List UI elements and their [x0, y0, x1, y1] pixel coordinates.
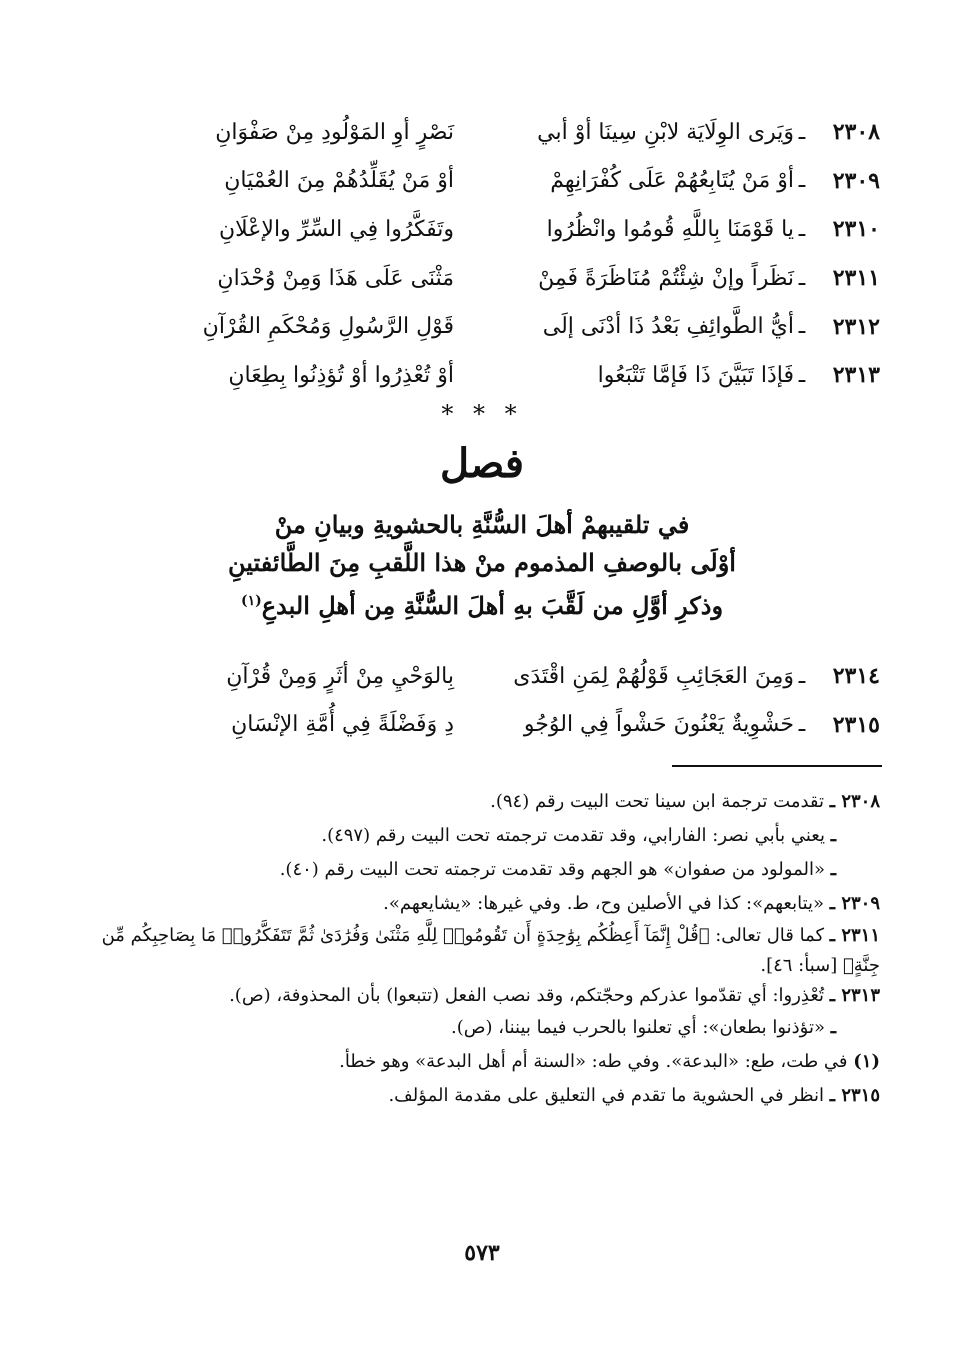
verse-number: ٢٣١٤ [832, 663, 880, 690]
footnote [80, 785, 880, 819]
verse-second-hemistich: نَصْرٍ أوِ المَوْلُودِ مِنْ صَفْوَانِ [215, 119, 454, 145]
footnote [80, 1011, 880, 1045]
verse-dash: ـ [798, 663, 806, 689]
footnote [80, 819, 880, 853]
verse-second-hemistich: أوْ مَنْ يُقَلِّدُهُمْ مِنَ العُمْيَانِ [224, 168, 454, 194]
verse-number: ٢٣١٥ [832, 711, 880, 738]
verse-second-hemistich: قَوْلِ الرَّسُولِ وَمُحْكَمِ القُرْآنِ [202, 314, 454, 340]
heading-line [120, 582, 844, 625]
verse-number: ٢٣٠٨ [832, 119, 880, 146]
footnote-text: «تؤذنوا بطعان»: أي تعلنوا بالحرب فيما بيننا، (ص). [451, 1017, 825, 1038]
verse-first-hemistich: نَظَراً وإنْ شِئْتُمْ مُنَاظَرَةً فَمِنْ [538, 265, 794, 291]
footnote-text: تقدمت ترجمة ابن سينا تحت البيت رقم (٩٤). [490, 791, 825, 812]
verse-first-hemistich: يا قَوْمَنَا بِاللَّهِ قُومُوا وانْظُرُوا [546, 216, 794, 242]
verse-dash: ـ [798, 168, 806, 194]
verse-number: ٢٣٠٩ [832, 167, 880, 194]
verse-second-hemistich: وتَفَكَّرُوا فِي السِّرِّ والإعْلَانِ [218, 216, 454, 242]
verse-second-hemistich: مَثْنَى عَلَى هَذَا وَمِنْ وُحْدَانِ [217, 265, 454, 291]
footnote [80, 887, 880, 921]
footnote-number: ـ [830, 859, 836, 880]
verse-first-hemistich: أوْ مَنْ يُتَابِعُهُمْ عَلَى كُفْرَانِهِمْ [550, 168, 794, 194]
footnotes [80, 785, 880, 1113]
footnote-text: يعني بأبي نصر: الفارابي، وقد تقدمت ترجمته تحت البيت رقم (٤٩٧). [321, 825, 825, 846]
verse-first-hemistich: وَمِنَ العَجَائِبِ قَوْلُهُمْ لِمَنِ اقْتَدَى [513, 663, 794, 689]
verse-row [80, 351, 880, 400]
verse-dash: ـ [798, 216, 806, 242]
verse-first-hemistich: فَإذَا تَبَيَّنَ ذَا فَإمَّا تَتْبَعُوا [597, 362, 794, 388]
verses-bottom [80, 652, 880, 749]
heading-line-text: وذكرِ أوَّلِ من لَقَّبَ بهِ أهلَ السُّنَّةِ مِن أهلِ البدعِ [261, 591, 724, 620]
footnote-number: ـ [830, 1017, 836, 1038]
verse-dash: ـ [798, 362, 806, 388]
footnote-number: ـ [830, 825, 836, 846]
footnote-number: ٢٣١١ ـ [829, 925, 880, 946]
chapter-heading [120, 506, 844, 625]
heading-line: أوْلَى بالوصفِ المذموم منْ هذا اللَّقبِ مِنَ الطَّائفتينِ [228, 548, 736, 577]
footnote-text: «المولود من صفوان» هو الجهم وقد تقدمت ترجمته تحت البيت رقم (٤٠). [279, 859, 825, 880]
footnote [80, 1079, 880, 1113]
footnote [80, 853, 880, 887]
verse-dash: ـ [798, 119, 806, 145]
verse-second-hemistich: أوْ تُعْذِرُوا أوْ تُؤذِنُوا بِطِعَانِ [228, 362, 454, 388]
footnote-number: ٢٣١٣ ـ [829, 985, 880, 1006]
verse-row [80, 205, 880, 254]
footnote-text: تُعْذِروا: أي تقدّموا عذركم وحجّتكم، وقد نصب الفعل (تتبعوا) بأن المحذوفة، (ص). [229, 985, 825, 1006]
verse-dash: ـ [798, 712, 806, 738]
footnote-number: ٢٣٠٨ ـ [829, 791, 880, 812]
verse-number: ٢٣١٢ [832, 313, 880, 340]
verse-number: ٢٣١٠ [832, 216, 880, 243]
footnote [80, 981, 880, 1011]
verse-number: ٢٣١٣ [832, 362, 880, 389]
footnote-text: انظر في الحشوية ما تقدم في التعليق على مقدمة المؤلف. [388, 1085, 825, 1106]
verse-first-hemistich: أيُّ الطَّوائِفِ بَعْدُ ذَا أدْنَى إلَى [542, 314, 794, 340]
verse-row [80, 157, 880, 206]
verses-top [80, 108, 880, 400]
footnote-number: ٢٣٠٩ ـ [829, 893, 880, 914]
footnote [80, 1045, 880, 1079]
verse-row [80, 254, 880, 303]
verse-dash: ـ [798, 314, 806, 340]
footnote [80, 921, 880, 981]
verse-number: ٢٣١١ [832, 265, 880, 292]
section-title: فصل [439, 440, 525, 487]
verse-row [80, 302, 880, 351]
verse-first-hemistich: وَيَرى الوِلَايَة لابْنِ سِينَا أوْ أبي [537, 119, 794, 145]
verse-row [80, 701, 880, 750]
verse-first-hemistich: حَشْوِيةٌ يَعْنُونَ حَشْواً فِي الوُجُو [523, 712, 794, 738]
section-separator: * * * [441, 400, 523, 428]
verse-row [80, 652, 880, 701]
footnote-text: في طت، طع: «البدعة». وفي طه: «السنة أم أهل البدعة» وهو خطأ. [339, 1051, 848, 1072]
page-number: ٥٧٣ [464, 1240, 500, 1266]
footnote-divider [672, 765, 882, 767]
heading-line: في تلقيبهمْ أهلَ السُّنَّةِ بالحشويةِ وبيانِ منْ [274, 510, 690, 539]
footnote-number: (١) [853, 1051, 880, 1072]
footnote-reference: (١) [240, 593, 262, 609]
verse-second-hemistich: دِ وَفَضْلَةً فِي أُمَّةِ الإنْسَانِ [231, 712, 454, 738]
verse-dash: ـ [798, 265, 806, 291]
verse-row [80, 108, 880, 157]
verse-second-hemistich: بِالوَحْيِ مِنْ أثَرٍ وَمِنْ قُرْآنِ [226, 663, 454, 689]
footnote-text: كما قال تعالى: ﴿قُلْ إِنَّمَآ أَعِظُكُم بِوَٰحِدَةٍ أَن تَقُومُوا۟ لِلَّهِ مَثْنَىٰ وَفُرَٰدَىٰ ثُمَّ تَتَفَكَّرُوا۟ مَا بِصَاحِبِكُم مِّن جِنَّةٍ﴾ [سبأ: ٤٦]. [101, 925, 880, 976]
footnote-text: «يتابعهم»: كذا في الأصلين وح، ط. وفي غيرها: «يشايعهم». [383, 893, 825, 914]
footnote-number: ٢٣١٥ ـ [829, 1085, 880, 1106]
